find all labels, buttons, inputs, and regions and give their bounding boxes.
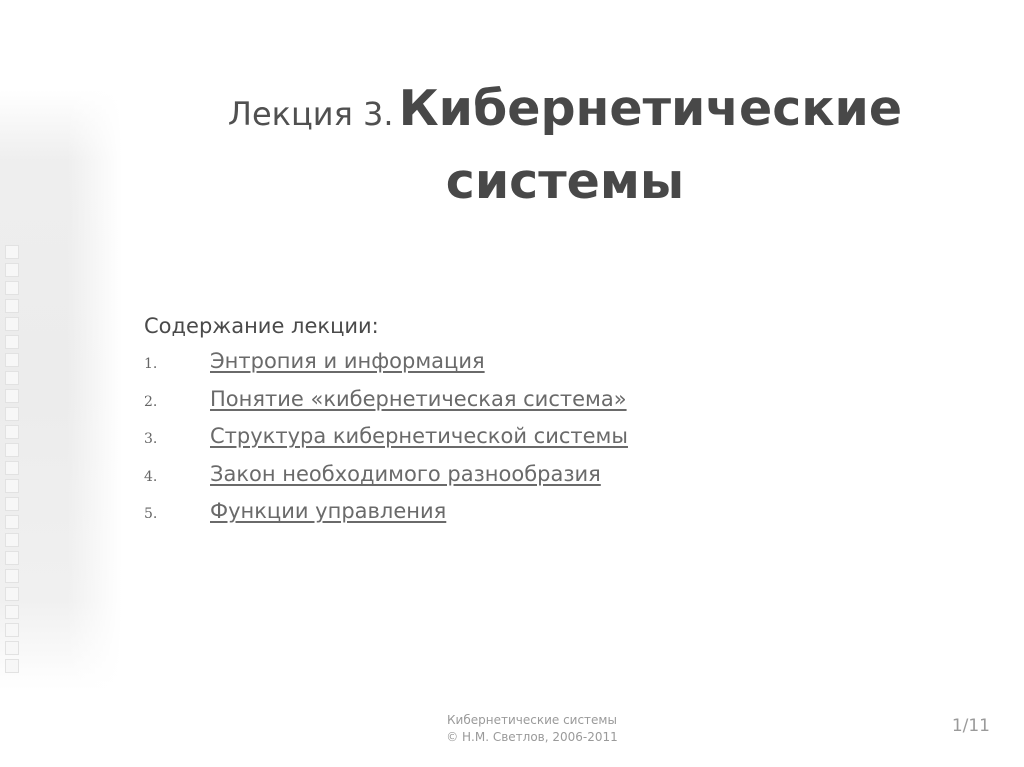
list-item xyxy=(144,349,944,387)
slide-title xyxy=(140,78,990,224)
item-number: 4. xyxy=(144,468,158,485)
item-number: 2. xyxy=(144,393,158,410)
item-number: 5. xyxy=(144,506,158,522)
contents-heading: Содержание лекции: xyxy=(144,314,379,338)
contents-section xyxy=(144,314,944,537)
item-number: 1. xyxy=(144,356,158,372)
list-item xyxy=(144,387,944,425)
title-line-2: системы xyxy=(445,153,685,210)
title-line-1: Кибернетические xyxy=(398,80,903,137)
decorative-squares xyxy=(5,245,21,725)
link-entropy-and-information[interactable]: Энтропия и информация xyxy=(210,349,485,373)
link-cybernetic-system-concept[interactable]: Понятие «кибернетическая система» xyxy=(210,386,627,411)
link-requisite-variety-law[interactable]: Закон необходимого разнообразия xyxy=(210,461,601,486)
link-system-structure[interactable]: Структура кибернетической системы xyxy=(210,424,628,448)
title-prefix: Лекция 3. xyxy=(227,95,394,133)
side-decoration xyxy=(0,90,122,690)
footer-course: Кибернетические системы xyxy=(447,713,617,727)
contents-list xyxy=(144,349,944,537)
list-item xyxy=(144,424,944,462)
page-number: 1/11 xyxy=(951,716,990,736)
link-management-functions[interactable]: Функции управления xyxy=(210,499,447,523)
item-number: 3. xyxy=(144,431,158,447)
footer xyxy=(0,712,1024,746)
list-item xyxy=(144,462,944,500)
footer-copyright: © Н.М. Светлов, 2006-2011 xyxy=(446,730,618,744)
list-item xyxy=(144,499,944,537)
